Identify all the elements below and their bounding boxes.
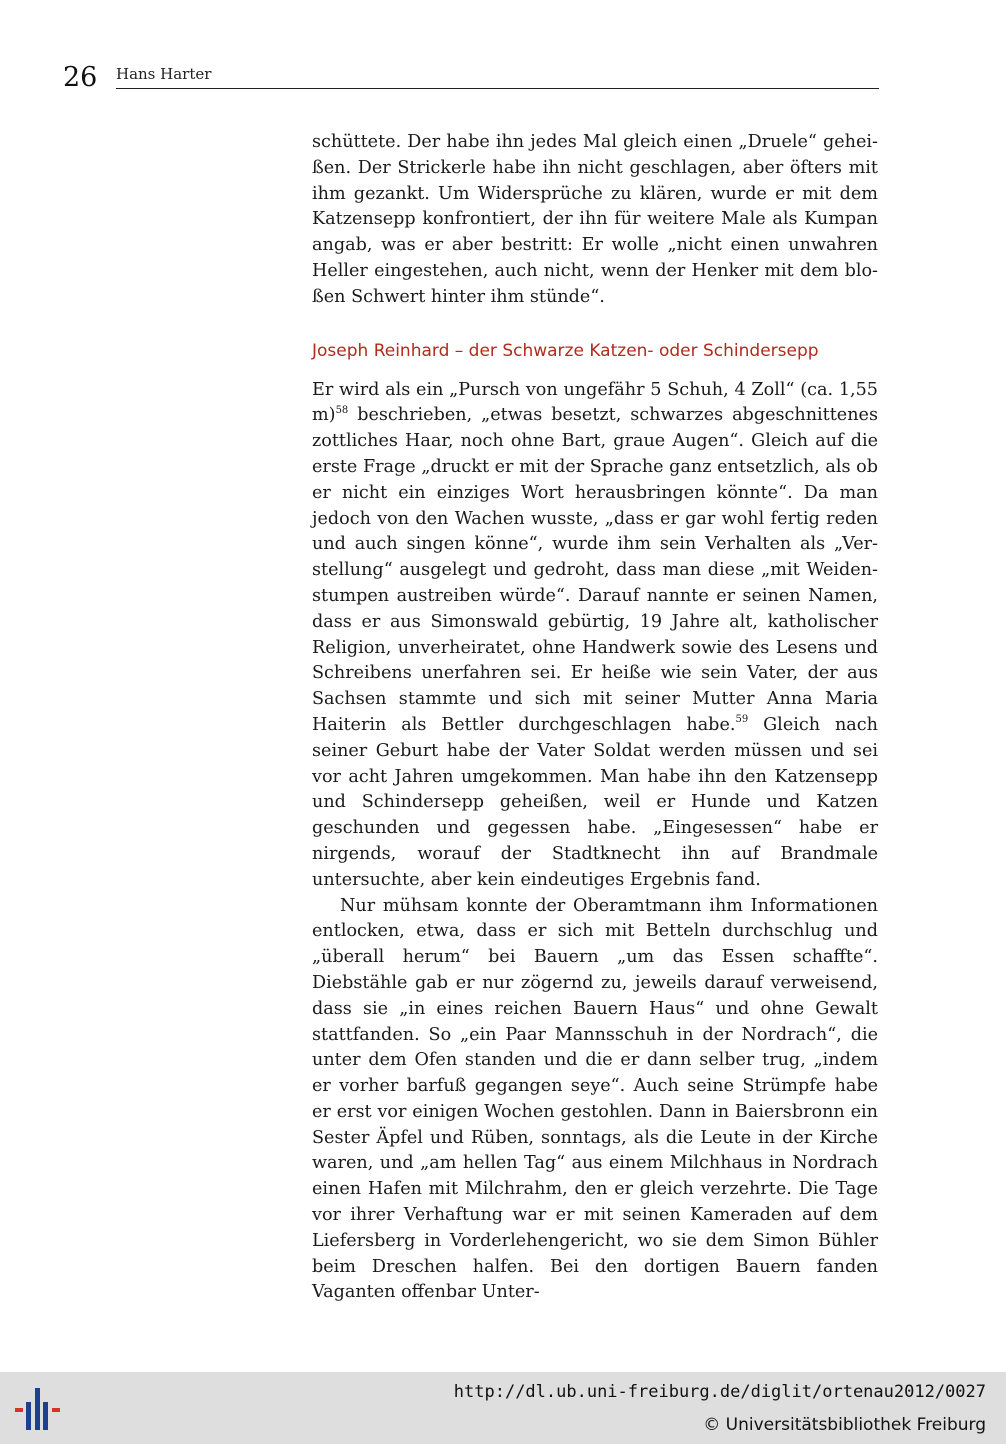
ub-freiburg-logo-icon bbox=[12, 1386, 64, 1432]
copyright-notice: © Universitätsbibliothek Freiburg bbox=[703, 1415, 986, 1435]
paragraph-3: Nur mühsam konnte der Oberamtmann ihm Informationen entlocken, etwa, dass er sich mit Betteln durchschlug und „überall herum“ bei Bauern „um das Essen schaffte“. Diebstähle gab er nur zögernd zu, jeweils darauf verweisend, dass sie „in eines reichen Bauern Haus“ und ohne Gewalt stattfanden. So „ein Paar Mannsschuh in der Nordrach“, die unter dem Ofen standen und die er dann selber trug, „indem er vorher barfuß gegangen seye“. Auch seine Strümpfe habe er erst vor einigen Wochen gestohlen. Dann in Baiersbronn ein Sester Äpfel und Rüben, sonntags, als die Leute in der Kirche waren, und „am hellen Tag“ aus einem Milchhaus in Nordrach einen Hafen mit Milchrahm, den er gleich verzehrte. Die Tage vor ihrer Verhaftung war er mit seinen Kameraden auf dem Liefersberg in Vorderlehengericht, wo sie dem Simon Bühler beim Dreschen halfen. Bei den dortigen Bauern fanden Vaganten offenbar Unter- bbox=[312, 895, 878, 1303]
footnote-ref-59[interactable]: 59 bbox=[735, 714, 749, 726]
running-head: Hans Harter bbox=[116, 65, 212, 83]
footnote-ref-58[interactable]: 58 bbox=[335, 404, 349, 416]
paragraph-1: schüttete. Der habe ihn jedes Mal gleich einen „Druele“ geheißen. Der Strickerle habe ihn nicht geschlagen, aber öfters mit ihm gezankt. Um Widersprüche zu klären, wurde er mit dem Katzensepp konfrontiert, der ihn für weitere Male als Kumpan angab, was er aber bestritt: Er wolle „nicht einen unwahren Heller eingestehen, auch nicht, wenn der Henker mit dem bloßen Schwert hinter ihm stünde“. bbox=[312, 132, 878, 307]
body-text bbox=[312, 130, 878, 1306]
page-number: 26 bbox=[63, 62, 98, 93]
header-rule bbox=[116, 88, 879, 89]
section-heading: Joseph Reinhard – der Schwarze Katzen- oder Schindersepp bbox=[312, 340, 819, 361]
source-url-link[interactable]: http://dl.ub.uni-freiburg.de/diglit/ortenau2012/0027 bbox=[453, 1382, 986, 1402]
paragraph-2 bbox=[312, 378, 878, 894]
paragraph-2-text-b: beschrieben, „etwas besetzt, schwarzes abgeschnittenes zottliches Haar, noch ohne Bart, graue Augen“. Gleich auf die erste Frage „druckt er mit der Sprache ganz entsetzlich, als ob er nicht ein einziges Wort herausbringen könnte“. Da man jedoch von den Wachen wusste, „dass er gar wohl fertig reden und auch singen könne“, wurde ihm sein Verhalten als „Verstellung“ ausgelegt und gedroht, dass man diese „mit Weidenstumpen austreiben würde“. Darauf nannte er seinen Namen, dass er aus Simonswald gebürtig, 19 Jahre alt, katholischer Religion, unverheiratet, ohne Handwerk sowie des Lesens und Schreibens unerfahren sei. Er heiße wie sein Vater, der aus Sachsen stammte und sich mit seiner Mutter Anna Maria Haiterin als Bettler durchgeschlagen habe. bbox=[312, 405, 878, 735]
paragraph-2-text-c: Gleich nach seiner Geburt habe der Vater Soldat werden müssen und sei vor acht Jahren umgekommen. Man habe ihn den Katzensepp und Schindersepp geheißen, weil er Hunde und Katzen geschunden und gegessen habe. „Eingesessen“ habe er nirgends, worauf der Stadtknecht ihn auf Brandmale untersuchte, aber kein eindeutiges Ergebnis fand. bbox=[312, 714, 878, 890]
paragraph-2-text-a: Er wird als ein „Pursch von ungefähr 5 Schuh, 4 Zoll“ (ca. 1,55 m) bbox=[312, 379, 878, 426]
footer-bar bbox=[0, 1372, 1006, 1444]
